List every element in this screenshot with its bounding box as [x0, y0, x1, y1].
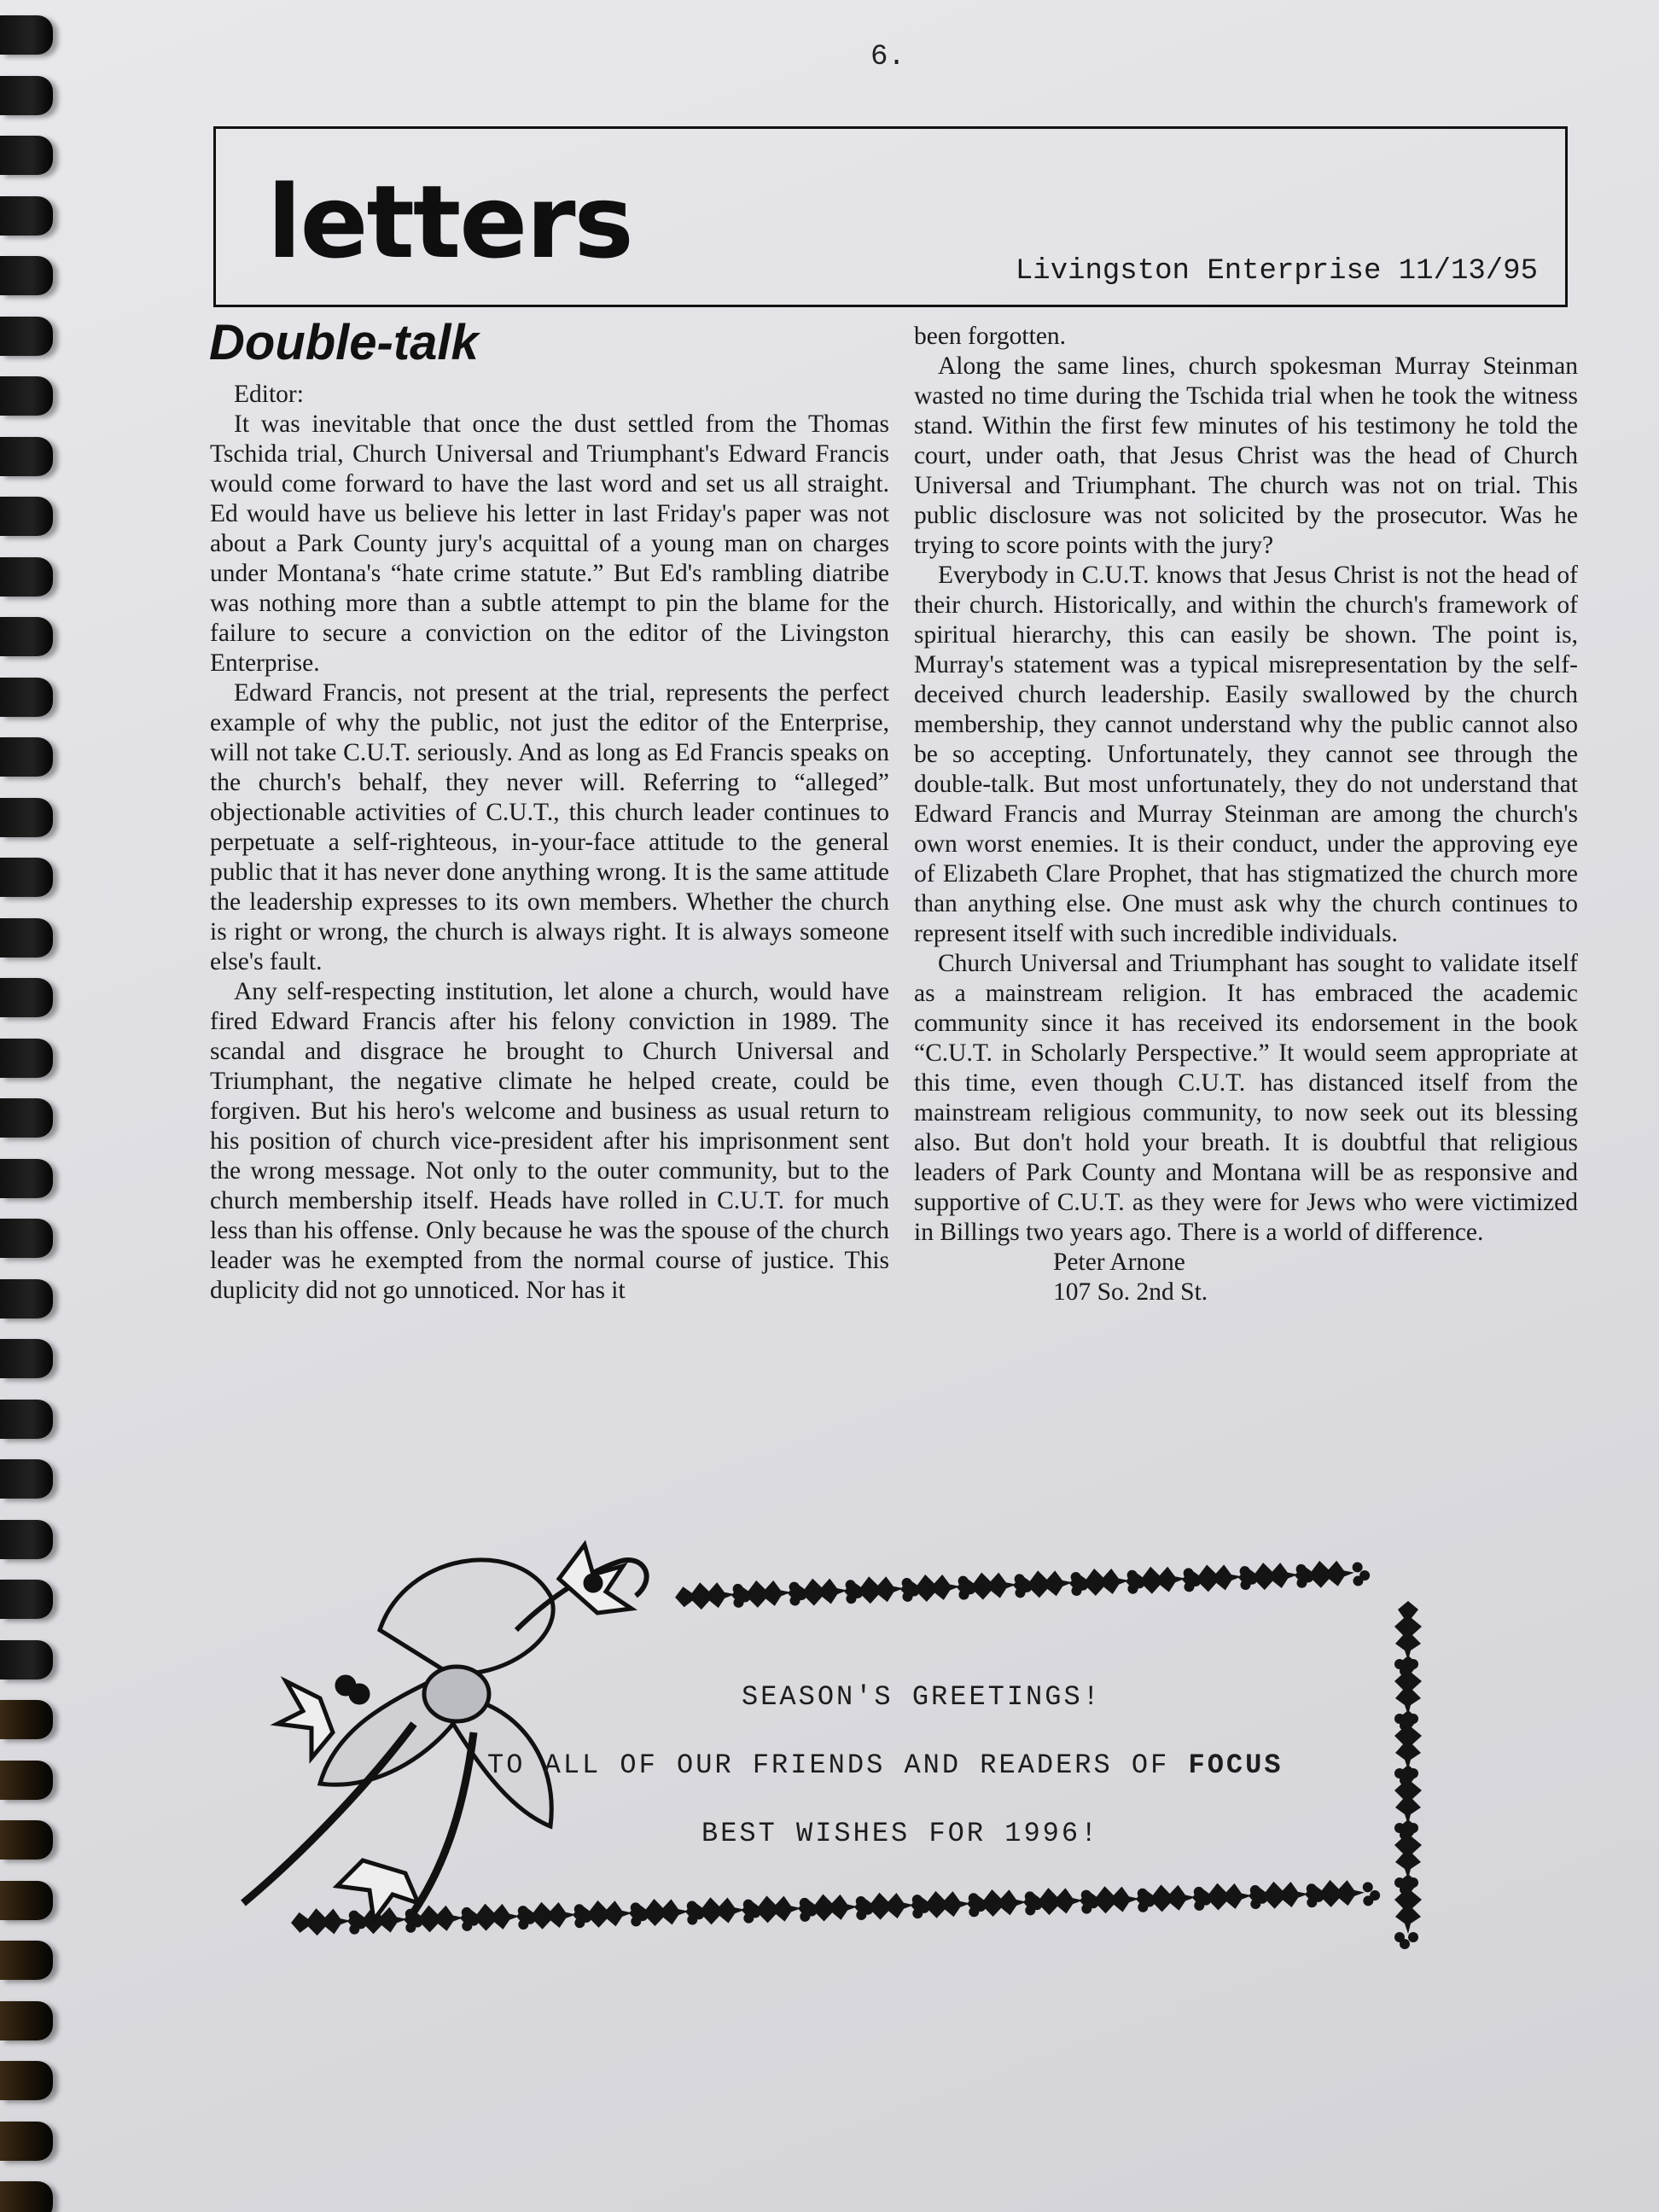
- binding-coil: [0, 1761, 53, 1800]
- binding-coil: [0, 858, 53, 897]
- binding-coil: [0, 1098, 53, 1138]
- signature-address: 107 So. 2nd St.: [1053, 1278, 1208, 1306]
- focus-newsletter-name: FOCUS: [1188, 1749, 1284, 1781]
- greeting-line-2-text: TO ALL OF OUR FRIENDS AND READERS OF: [487, 1749, 1170, 1781]
- binding-coil: [0, 978, 53, 1017]
- letter-paragraph: Along the same lines, church spokesman Murray Steinman wasted no time during the Tschida trial when he took the witness stand. Within the first few minutes of his testimony he told the court, under oath, that Jesus Christ was the head of Church Universal and Triumphant. The church was not on trial. This public disclosure was not solicited by the prosecutor. Was he trying to score points with the jury?: [914, 352, 1578, 559]
- letter-headline: Double-talk: [209, 315, 479, 370]
- binding-coil: [0, 196, 53, 236]
- greeting-line-3: BEST WISHES FOR 1996!: [701, 1818, 1100, 1849]
- holly-border-right: [1394, 1601, 1422, 1949]
- binding-coil: [0, 557, 53, 597]
- binding-coil: [0, 617, 53, 656]
- binding-coil: [0, 15, 53, 55]
- holly-border-illustration: [192, 1502, 1455, 1980]
- spiral-binding: [0, 0, 81, 2212]
- binding-coil: [0, 76, 53, 115]
- letter-paragraph: Church Universal and Triumphant has sought to validate itself as a mainstream religion. It has embraced the academic community since it has received its endorsement in the book “C.U.T. in Scholarly Perspective.” It would seem appropriate at this time, even though C.U.T. has distanced itself from the mainstream religious community, to now seek out its blessing also. But don't hold your breath. It is doubtful that religious leaders of Park County and Montana will be as responsive and supportive of C.U.T. as they were for Jews who were victimized in Billings two years ago. There is a world of difference.: [914, 950, 1578, 1246]
- holly-border-bottom: [290, 1878, 1380, 1936]
- seasons-greetings-banner: [192, 1502, 1455, 1980]
- binding-coil: [0, 376, 53, 416]
- binding-coil: [0, 1580, 53, 1619]
- letter-column-left: [210, 380, 889, 1306]
- binding-coil: [0, 1459, 53, 1499]
- source-citation: Livingston Enterprise 11/13/95: [1015, 255, 1538, 288]
- binding-coil: [0, 136, 53, 175]
- binding-coil: [0, 737, 53, 777]
- binding-coil: [0, 2001, 53, 2040]
- section-title: letters: [267, 163, 632, 281]
- letter-continuation: been forgotten.: [914, 323, 1067, 350]
- letter-paragraph: Any self-respecting institution, let alone a church, would have fired Edward Francis after his felony conviction in 1989. The scandal and disgrace he brought to Church Universal and Triumphant, the negative climate he helped create, could be forgiven. But his hero's welcome and business as usual return to his position of church vice-president after his imprisonment sent the wrong message. Not only to the outer community, but to the church membership itself. Heads have rolled in C.U.T. for much less than his offense. Only because he was the spouse of the church leader was he exempted from the normal course of justice. This duplicity did not go unnoticed. Nor has it: [210, 978, 889, 1304]
- letter-paragraph: Edward Francis, not present at the trial, represents the perfect example of why the public, not just the editor of the Enterprise, will not take C.U.T. seriously. And as long as Ed Francis speaks on the church's behalf, they never will. Referring to “alleged” objectionable activities of C.U.T., this church leader continues to perpetuate a self-righteous, in-your-face attitude to the general public that it has never done anything wrong. It is the same attitude the leadership expresses to its own members. Whether the church is right or wrong, the church is always right. It is always someone else's fault.: [210, 679, 889, 975]
- page-number: 6.: [870, 41, 905, 73]
- binding-coil: [0, 1881, 53, 1920]
- section-header-box: [213, 126, 1568, 307]
- letter-column-right: [914, 322, 1578, 1307]
- signature-name: Peter Arnone: [1053, 1249, 1185, 1276]
- binding-coil: [0, 1520, 53, 1559]
- binding-coil: [0, 1941, 53, 1980]
- binding-coil: [0, 2181, 53, 2212]
- binding-coil: [0, 256, 53, 295]
- binding-coil: [0, 317, 53, 356]
- binding-coil: [0, 1039, 53, 1078]
- letter-paragraph: It was inevitable that once the dust settled from the Thomas Tschida trial, Church Universal and Triumphant's Edward Francis would come forward to have the last word and set us all straight. Ed would have us believe his letter in last Friday's paper was not about a Park County jury's acquittal of a young man on charges under Montana's “hate crime statute.” But Ed's rambling diatribe was nothing more than a subtle attempt to pin the blame for the failure to secure a conviction on the editor of the Livingston Enterprise.: [210, 410, 889, 677]
- binding-coil: [0, 2122, 53, 2161]
- letter-salutation: Editor:: [234, 381, 304, 408]
- ribbon-bow-icon: [243, 1545, 647, 1920]
- holly-border-top: [674, 1558, 1371, 1611]
- greeting-line-1: SEASON'S GREETINGS!: [742, 1681, 1102, 1713]
- binding-coil: [0, 1159, 53, 1198]
- binding-coil: [0, 1400, 53, 1439]
- binding-coil: [0, 1339, 53, 1378]
- letter-paragraph: Everybody in C.U.T. knows that Jesus Christ is not the head of their church. Historically, and within the church's framework of spiritual hierarchy, this can easily be shown. The point is, Murray's statement was a typical misrepresentation by the self-deceived church leadership. Easily swallowed by the church membership, they cannot understand why the public cannot also be so accepting. Unfortunately, they cannot see through the double-talk. But most unfortunately, they do not understand that Edward Francis and Murray Steinman are among the church's own worst enemies. It is their conduct, under the approving eye of Elizabeth Clare Prophet, that has stigmatized the church more than anything else. One must ask why the church continues to represent itself with such incredible individuals.: [914, 562, 1578, 947]
- binding-coil: [0, 798, 53, 837]
- greeting-line-2: [487, 1749, 1284, 1781]
- binding-coil: [0, 678, 53, 717]
- binding-coil: [0, 918, 53, 958]
- binding-coil: [0, 1279, 53, 1318]
- binding-coil: [0, 1640, 53, 1679]
- binding-coil: [0, 1700, 53, 1739]
- binding-coil: [0, 437, 53, 476]
- binding-coil: [0, 1820, 53, 1860]
- binding-coil: [0, 497, 53, 536]
- binding-coil: [0, 2061, 53, 2100]
- binding-coil: [0, 1219, 53, 1258]
